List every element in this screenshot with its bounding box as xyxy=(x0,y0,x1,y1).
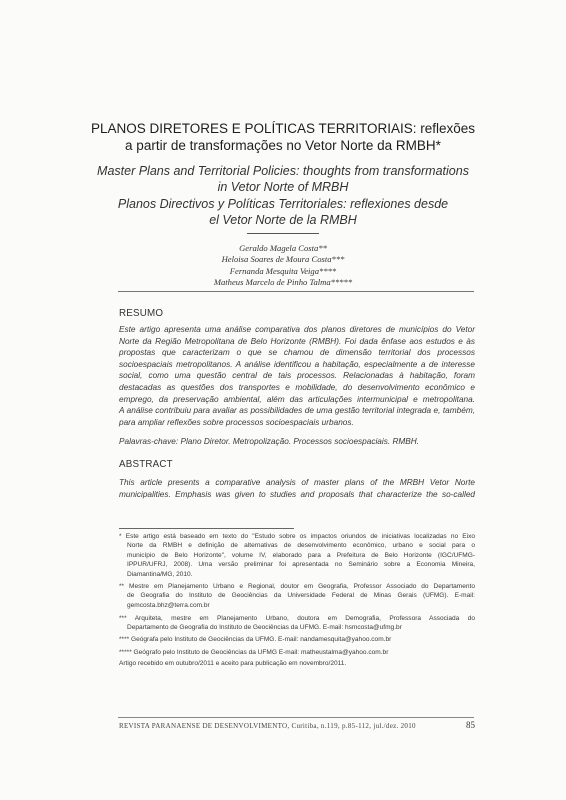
title-es-line-1: Planos Directivos y Políticas Territoriales: reflexiones desde xyxy=(117,197,449,211)
author-3: Fernanda Mesquita Veiga**** xyxy=(229,265,337,276)
resumo-divider xyxy=(118,291,474,292)
title-en-line-1: Master Plans and Territorial Policies: thoughts from transformations xyxy=(97,164,469,178)
title-es-line-2: el Vetor Norte de la RMBH xyxy=(209,213,357,227)
footnote-1 xyxy=(119,532,475,579)
author-list xyxy=(180,243,386,288)
footnote-2 xyxy=(119,582,475,610)
author-2: Heloisa Soares de Moura Costa*** xyxy=(221,254,345,265)
footnote-4 xyxy=(119,635,475,644)
footer-divider xyxy=(118,717,474,718)
resumo-line: social, como uma questão central de tais processos. Relacionadas à habitação, foram xyxy=(119,371,475,381)
footnote-line: *** Arquiteta, mestre em Planejamento Urbano, doutora em Demografia, Professora Associada do xyxy=(119,615,475,622)
footnote-3 xyxy=(119,614,475,633)
footnote-line: ** Mestre em Planejamento Urbano e Regional, doutor em Geografia, Professor Associado do Departamento xyxy=(119,583,475,590)
abstract-line: This article presents a comparative analysis of master plans of the MRBH Vetor Norte xyxy=(119,478,475,487)
abstract-heading: ABSTRACT xyxy=(119,459,173,470)
author-4: Matheus Marcelo de Pinho Talma***** xyxy=(213,276,353,287)
footnote-line: ***** Geógrafo pelo Instituto de Geociências da UFMG E-mail: matheustalma@yahoo.com.br xyxy=(119,649,389,656)
title-portuguese xyxy=(80,120,486,154)
journal-citation: REVISTA PARANAENSE DE DESENVOLVIMENTO, Curitiba, n.119, p.85-112, jul./dez. 2010 xyxy=(119,722,416,730)
resumo-line: propostas que caracterizam o que se chamou de dimensão territorial dos processos xyxy=(119,348,475,358)
title-english xyxy=(80,163,486,195)
author-1: Geraldo Magela Costa** xyxy=(239,243,327,253)
resumo-line: Este artigo apresenta uma análise comparativa dos planos diretores de municípios do Vetor xyxy=(119,325,475,334)
footnote-line: Artigo recebido em outubro/2011 e aceito para publicação em novembro/2011. xyxy=(119,660,347,667)
title-divider xyxy=(247,233,319,234)
footnote-line: **** Geógrafa pelo Instituto de Geociências da UFMG. E-mail: nandamesquita@yahoo.com.br xyxy=(119,636,392,643)
footnote-line: * Este artigo está baseado em texto do "Estudo sobre os impactos oriundos de iniciativas localizadas no Eixo xyxy=(119,533,475,540)
resumo-line: emprego, da preservação ambiental, além das articulações intermunicipal e metropolitana. xyxy=(119,394,475,404)
resumo-line: para ampliar reflexões sobre processos socioespaciais urbanos. xyxy=(119,417,354,427)
title-pt-line-1: PLANOS DIRETORES E POLÍTICAS TERRITORIAIS: reflexões xyxy=(90,121,476,136)
footnote-line: Norte da RMBH e definição de alternativas de desenvolvimento econômico, urbano e social para o xyxy=(127,542,475,550)
footnote-line: Diamantina/MG, 2010. xyxy=(127,570,193,578)
footnote-line: de Geografia do Instituto de Geociências da Universidade Federal de Minas Gerais (UFMG). E-mail: xyxy=(127,592,475,600)
abstract-body xyxy=(119,477,475,500)
resumo-body xyxy=(119,324,475,428)
resumo-line: socioespaciais metropolitanos. A análise identificou a habitação, especialmente a de interesse xyxy=(119,359,475,369)
footnote-divider xyxy=(119,528,294,529)
page-number: 85 xyxy=(466,720,475,730)
resumo-line: A análise contribuiu para avaliar as possibilidades de uma gestão territorial integrada e, também, xyxy=(119,406,475,416)
footnote-5 xyxy=(119,648,475,657)
title-pt-line-2: a partir de transformações no Vetor Norte da RMBH* xyxy=(125,138,441,153)
footnote-line: município de Belo Horizonte", volume IV, elaborado para a Prefeitura de Belo Horizonte (IGC/UFMG- xyxy=(127,551,475,559)
footnote-line: IPPUR/UFRJ, 2008). Uma versão preliminar foi apresentada no Seminário sobre a Economia Mineira, xyxy=(127,561,475,569)
article-received-note xyxy=(119,659,475,668)
resumo-line: Norte da Região Metropolitana de Belo Horizonte (RMBH). Foi dada ênfase aos estudos e às xyxy=(119,336,475,346)
keywords: Palavras-chave: Plano Diretor. Metropolização. Processos socioespaciais. RMBH. xyxy=(119,437,420,446)
footnote-line: gemcosta.bhz@terra.com.br xyxy=(127,601,210,609)
title-spanish xyxy=(80,196,486,228)
resumo-heading: RESUMO xyxy=(119,308,164,319)
abstract-line: municipalities. Emphasis was given to studies and proposals that characterize the so-called xyxy=(119,489,475,499)
title-en-line-2: in Vetor Norte of MRBH xyxy=(217,180,349,194)
resumo-line: destacadas as questões dos transportes e mobilidade, do desenvolvimento econômico e xyxy=(119,382,475,392)
footnote-line: Departamento de Geografia do Instituto de Geociências da UFMG. E-mail: hsmcosta@ufmg.br xyxy=(127,624,402,632)
